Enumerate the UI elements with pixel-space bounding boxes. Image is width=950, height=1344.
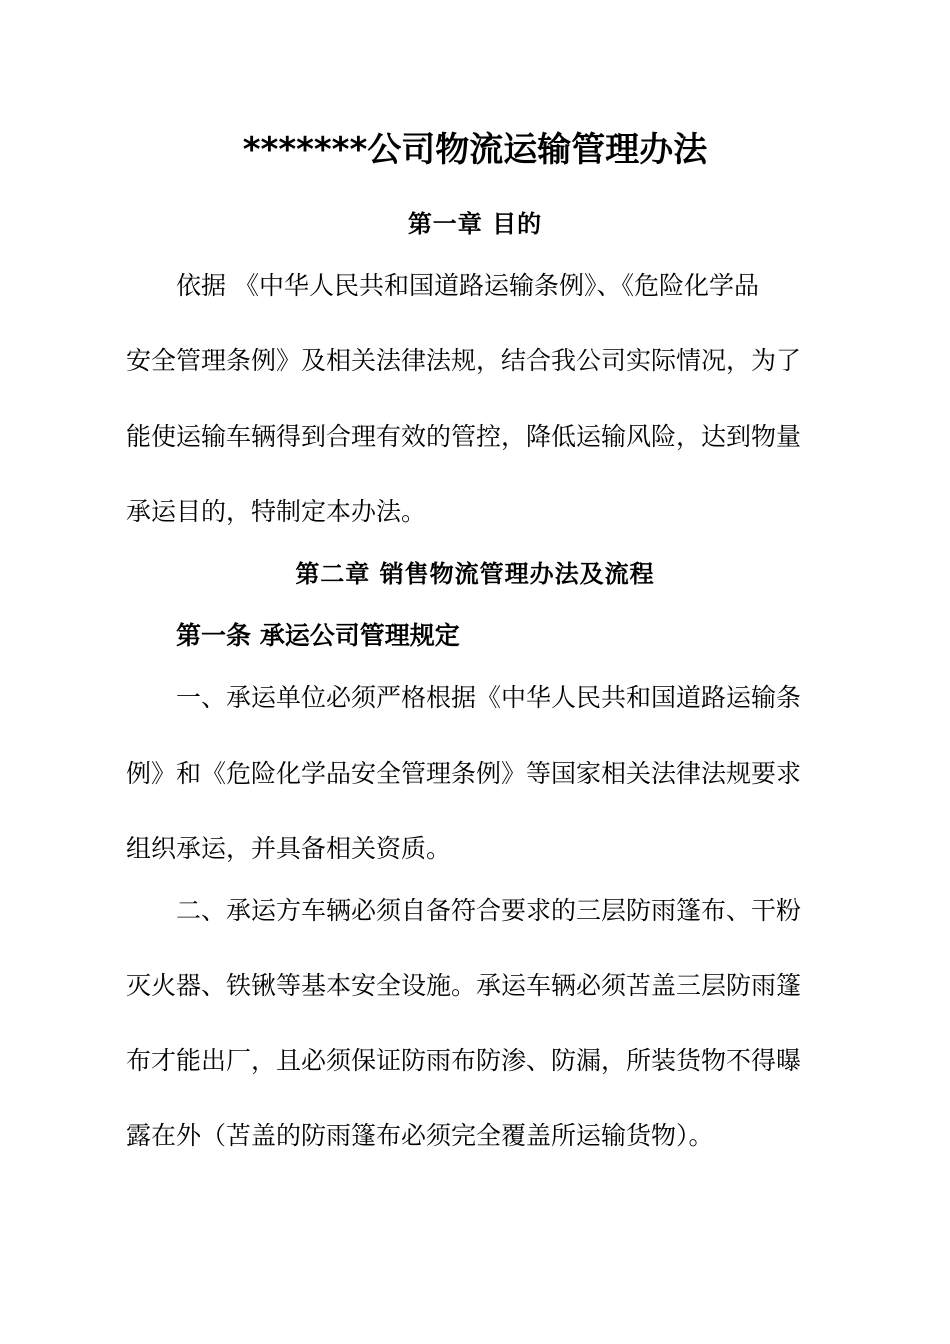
chapter-2-heading: 第二章 销售物流管理办法及流程	[295, 560, 655, 588]
chapter-1-heading: 第一章 目的	[407, 210, 543, 238]
item-1-line: 组织承运，并具备相关资质。	[126, 834, 452, 863]
chapter-1-paragraph-line: 安全管理条例》及相关法律法规，结合我公司实际情况，为了	[126, 346, 802, 375]
article-1-heading: 第一条 承运公司管理规定	[176, 621, 460, 650]
item-1-line: 一、承运单位必须严格根据《中华人民共和国道路运输条	[176, 683, 802, 712]
item-2-line: 布才能出厂，且必须保证防雨布防渗、防漏，所装货物不得曝	[126, 1046, 802, 1075]
item-1-line: 例》和《危险化学品安全管理条例》等国家相关法律法规要求	[126, 759, 802, 788]
item-2-line: 露在外（苫盖的防雨篷布必须完全覆盖所运输货物）。	[126, 1121, 714, 1150]
chapter-1-paragraph-line: 依据 《中华人民共和国道路运输条例》、《危险化学品	[176, 271, 759, 300]
document-title: *******公司物流运输管理办法	[242, 130, 708, 170]
chapter-1-paragraph-line: 承运目的，特制定本办法。	[126, 497, 427, 526]
item-2-line: 二、承运方车辆必须自备符合要求的三层防雨篷布、干粉	[176, 896, 802, 925]
item-2-line: 灭火器、铁锹等基本安全设施。承运车辆必须苫盖三层防雨篷	[126, 971, 802, 1000]
chapter-1-paragraph-line: 能使运输车辆得到合理有效的管控，降低运输风险，达到物量	[126, 422, 802, 451]
